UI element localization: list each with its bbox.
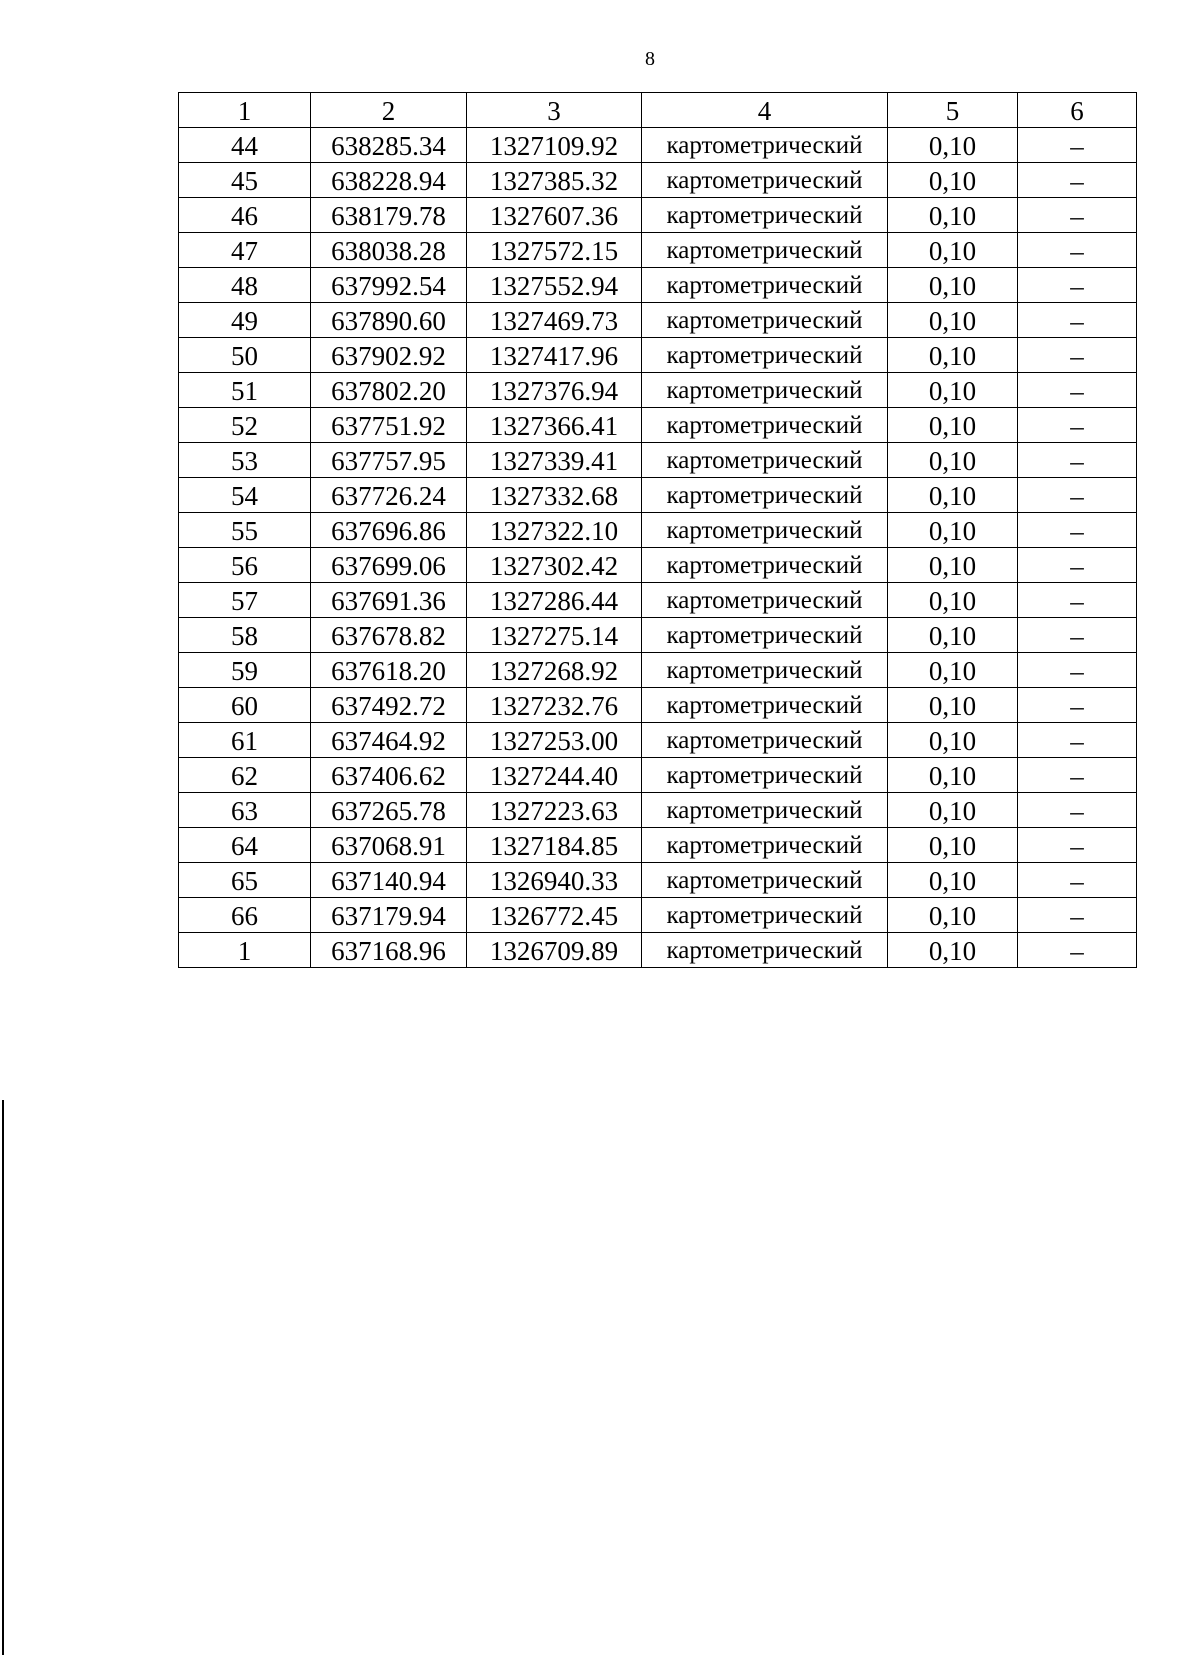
accuracy-cell: 0,10 — [888, 478, 1018, 513]
point-number-cell: 1 — [179, 933, 311, 968]
y-coordinate-cell: 1326772.45 — [467, 898, 642, 933]
x-coordinate-cell: 637492.72 — [311, 688, 467, 723]
table-row — [179, 548, 1137, 583]
accuracy-cell: 0,10 — [888, 688, 1018, 723]
method-cell: картометрический — [642, 513, 888, 548]
y-coordinate-cell: 1327385.32 — [467, 163, 642, 198]
table-row — [179, 268, 1137, 303]
point-number-cell: 44 — [179, 128, 311, 163]
x-coordinate-cell: 637464.92 — [311, 723, 467, 758]
table-row — [179, 653, 1137, 688]
y-coordinate-cell: 1327253.00 — [467, 723, 642, 758]
column-header-2: 2 — [311, 93, 467, 128]
x-coordinate-cell: 637757.95 — [311, 443, 467, 478]
point-number-cell: 45 — [179, 163, 311, 198]
table-row — [179, 163, 1137, 198]
table-row — [179, 478, 1137, 513]
y-coordinate-cell: 1327184.85 — [467, 828, 642, 863]
description-cell: – — [1018, 373, 1137, 408]
y-coordinate-cell: 1327552.94 — [467, 268, 642, 303]
x-coordinate-cell: 637691.36 — [311, 583, 467, 618]
point-number-cell: 59 — [179, 653, 311, 688]
x-coordinate-cell: 637902.92 — [311, 338, 467, 373]
table-row — [179, 513, 1137, 548]
accuracy-cell: 0,10 — [888, 443, 1018, 478]
table-row — [179, 303, 1137, 338]
method-cell: картометрический — [642, 163, 888, 198]
y-coordinate-cell: 1327572.15 — [467, 233, 642, 268]
x-coordinate-cell: 638228.94 — [311, 163, 467, 198]
accuracy-cell: 0,10 — [888, 408, 1018, 443]
accuracy-cell: 0,10 — [888, 653, 1018, 688]
x-coordinate-cell: 637726.24 — [311, 478, 467, 513]
page-number: 8 — [645, 48, 655, 70]
description-cell: – — [1018, 408, 1137, 443]
x-coordinate-cell: 637699.06 — [311, 548, 467, 583]
accuracy-cell: 0,10 — [888, 758, 1018, 793]
method-cell: картометрический — [642, 898, 888, 933]
point-number-cell: 63 — [179, 793, 311, 828]
method-cell: картометрический — [642, 548, 888, 583]
description-cell: – — [1018, 163, 1137, 198]
table-row — [179, 408, 1137, 443]
method-cell: картометрический — [642, 583, 888, 618]
accuracy-cell: 0,10 — [888, 618, 1018, 653]
accuracy-cell: 0,10 — [888, 128, 1018, 163]
accuracy-cell: 0,10 — [888, 198, 1018, 233]
point-number-cell: 54 — [179, 478, 311, 513]
x-coordinate-cell: 637265.78 — [311, 793, 467, 828]
scan-edge-line — [2, 1100, 4, 1655]
description-cell: – — [1018, 688, 1137, 723]
method-cell: картометрический — [642, 828, 888, 863]
description-cell: – — [1018, 303, 1137, 338]
method-cell: картометрический — [642, 233, 888, 268]
table-row — [179, 198, 1137, 233]
table-row — [179, 618, 1137, 653]
method-cell: картометрический — [642, 618, 888, 653]
y-coordinate-cell: 1327376.94 — [467, 373, 642, 408]
method-cell: картометрический — [642, 198, 888, 233]
accuracy-cell: 0,10 — [888, 303, 1018, 338]
point-number-cell: 50 — [179, 338, 311, 373]
y-coordinate-cell: 1327366.41 — [467, 408, 642, 443]
description-cell: – — [1018, 233, 1137, 268]
accuracy-cell: 0,10 — [888, 233, 1018, 268]
table-row — [179, 338, 1137, 373]
description-cell: – — [1018, 478, 1137, 513]
x-coordinate-cell: 637802.20 — [311, 373, 467, 408]
description-cell: – — [1018, 793, 1137, 828]
x-coordinate-cell: 637696.86 — [311, 513, 467, 548]
table-row — [179, 443, 1137, 478]
accuracy-cell: 0,10 — [888, 863, 1018, 898]
x-coordinate-cell: 637168.96 — [311, 933, 467, 968]
point-number-cell: 66 — [179, 898, 311, 933]
table-row — [179, 583, 1137, 618]
x-coordinate-cell: 638285.34 — [311, 128, 467, 163]
y-coordinate-cell: 1327332.68 — [467, 478, 642, 513]
x-coordinate-cell: 637678.82 — [311, 618, 467, 653]
y-coordinate-cell: 1327322.10 — [467, 513, 642, 548]
description-cell: – — [1018, 548, 1137, 583]
description-cell: – — [1018, 268, 1137, 303]
description-cell: – — [1018, 583, 1137, 618]
method-cell: картометрический — [642, 933, 888, 968]
table-row — [179, 688, 1137, 723]
description-cell: – — [1018, 863, 1137, 898]
table-row — [179, 233, 1137, 268]
column-header-5: 5 — [888, 93, 1018, 128]
x-coordinate-cell: 637751.92 — [311, 408, 467, 443]
method-cell: картометрический — [642, 478, 888, 513]
table-row — [179, 373, 1137, 408]
method-cell: картометрический — [642, 758, 888, 793]
table-row — [179, 793, 1137, 828]
x-coordinate-cell: 637992.54 — [311, 268, 467, 303]
description-cell: – — [1018, 933, 1137, 968]
point-number-cell: 56 — [179, 548, 311, 583]
method-cell: картометрический — [642, 443, 888, 478]
accuracy-cell: 0,10 — [888, 933, 1018, 968]
point-number-cell: 65 — [179, 863, 311, 898]
point-number-cell: 61 — [179, 723, 311, 758]
x-coordinate-cell: 637179.94 — [311, 898, 467, 933]
accuracy-cell: 0,10 — [888, 338, 1018, 373]
accuracy-cell: 0,10 — [888, 828, 1018, 863]
y-coordinate-cell: 1327417.96 — [467, 338, 642, 373]
table-row — [179, 828, 1137, 863]
x-coordinate-cell: 638179.78 — [311, 198, 467, 233]
method-cell: картометрический — [642, 863, 888, 898]
column-header-4: 4 — [642, 93, 888, 128]
method-cell: картометрический — [642, 128, 888, 163]
method-cell: картометрический — [642, 653, 888, 688]
description-cell: – — [1018, 653, 1137, 688]
table-header-row — [179, 93, 1137, 128]
table-row — [179, 863, 1137, 898]
coordinates-table — [178, 92, 1137, 968]
accuracy-cell: 0,10 — [888, 898, 1018, 933]
y-coordinate-cell: 1327339.41 — [467, 443, 642, 478]
accuracy-cell: 0,10 — [888, 268, 1018, 303]
point-number-cell: 52 — [179, 408, 311, 443]
y-coordinate-cell: 1327268.92 — [467, 653, 642, 688]
point-number-cell: 49 — [179, 303, 311, 338]
accuracy-cell: 0,10 — [888, 723, 1018, 758]
x-coordinate-cell: 638038.28 — [311, 233, 467, 268]
table-row — [179, 758, 1137, 793]
y-coordinate-cell: 1327223.63 — [467, 793, 642, 828]
x-coordinate-cell: 637618.20 — [311, 653, 467, 688]
description-cell: – — [1018, 898, 1137, 933]
accuracy-cell: 0,10 — [888, 373, 1018, 408]
accuracy-cell: 0,10 — [888, 583, 1018, 618]
method-cell: картометрический — [642, 268, 888, 303]
point-number-cell: 64 — [179, 828, 311, 863]
y-coordinate-cell: 1326940.33 — [467, 863, 642, 898]
description-cell: – — [1018, 443, 1137, 478]
point-number-cell: 62 — [179, 758, 311, 793]
column-header-6: 6 — [1018, 93, 1137, 128]
y-coordinate-cell: 1327302.42 — [467, 548, 642, 583]
point-number-cell: 53 — [179, 443, 311, 478]
method-cell: картометрический — [642, 688, 888, 723]
method-cell: картометрический — [642, 373, 888, 408]
accuracy-cell: 0,10 — [888, 548, 1018, 583]
y-coordinate-cell: 1327469.73 — [467, 303, 642, 338]
column-header-3: 3 — [467, 93, 642, 128]
y-coordinate-cell: 1327232.76 — [467, 688, 642, 723]
y-coordinate-cell: 1327286.44 — [467, 583, 642, 618]
description-cell: – — [1018, 128, 1137, 163]
method-cell: картометрический — [642, 338, 888, 373]
point-number-cell: 48 — [179, 268, 311, 303]
point-number-cell: 51 — [179, 373, 311, 408]
point-number-cell: 57 — [179, 583, 311, 618]
point-number-cell: 60 — [179, 688, 311, 723]
table-row — [179, 723, 1137, 758]
method-cell: картометрический — [642, 303, 888, 338]
table-row — [179, 128, 1137, 163]
point-number-cell: 55 — [179, 513, 311, 548]
x-coordinate-cell: 637068.91 — [311, 828, 467, 863]
x-coordinate-cell: 637890.60 — [311, 303, 467, 338]
point-number-cell: 46 — [179, 198, 311, 233]
column-header-1: 1 — [179, 93, 311, 128]
description-cell: – — [1018, 758, 1137, 793]
y-coordinate-cell: 1327275.14 — [467, 618, 642, 653]
accuracy-cell: 0,10 — [888, 513, 1018, 548]
description-cell: – — [1018, 828, 1137, 863]
method-cell: картометрический — [642, 793, 888, 828]
accuracy-cell: 0,10 — [888, 793, 1018, 828]
accuracy-cell: 0,10 — [888, 163, 1018, 198]
y-coordinate-cell: 1327109.92 — [467, 128, 642, 163]
method-cell: картометрический — [642, 723, 888, 758]
point-number-cell: 58 — [179, 618, 311, 653]
y-coordinate-cell: 1327244.40 — [467, 758, 642, 793]
table-row — [179, 898, 1137, 933]
description-cell: – — [1018, 513, 1137, 548]
description-cell: – — [1018, 198, 1137, 233]
description-cell: – — [1018, 723, 1137, 758]
description-cell: – — [1018, 618, 1137, 653]
method-cell: картометрический — [642, 408, 888, 443]
description-cell: – — [1018, 338, 1137, 373]
x-coordinate-cell: 637140.94 — [311, 863, 467, 898]
y-coordinate-cell: 1326709.89 — [467, 933, 642, 968]
x-coordinate-cell: 637406.62 — [311, 758, 467, 793]
table-row — [179, 933, 1137, 968]
point-number-cell: 47 — [179, 233, 311, 268]
y-coordinate-cell: 1327607.36 — [467, 198, 642, 233]
table-body — [179, 128, 1137, 968]
